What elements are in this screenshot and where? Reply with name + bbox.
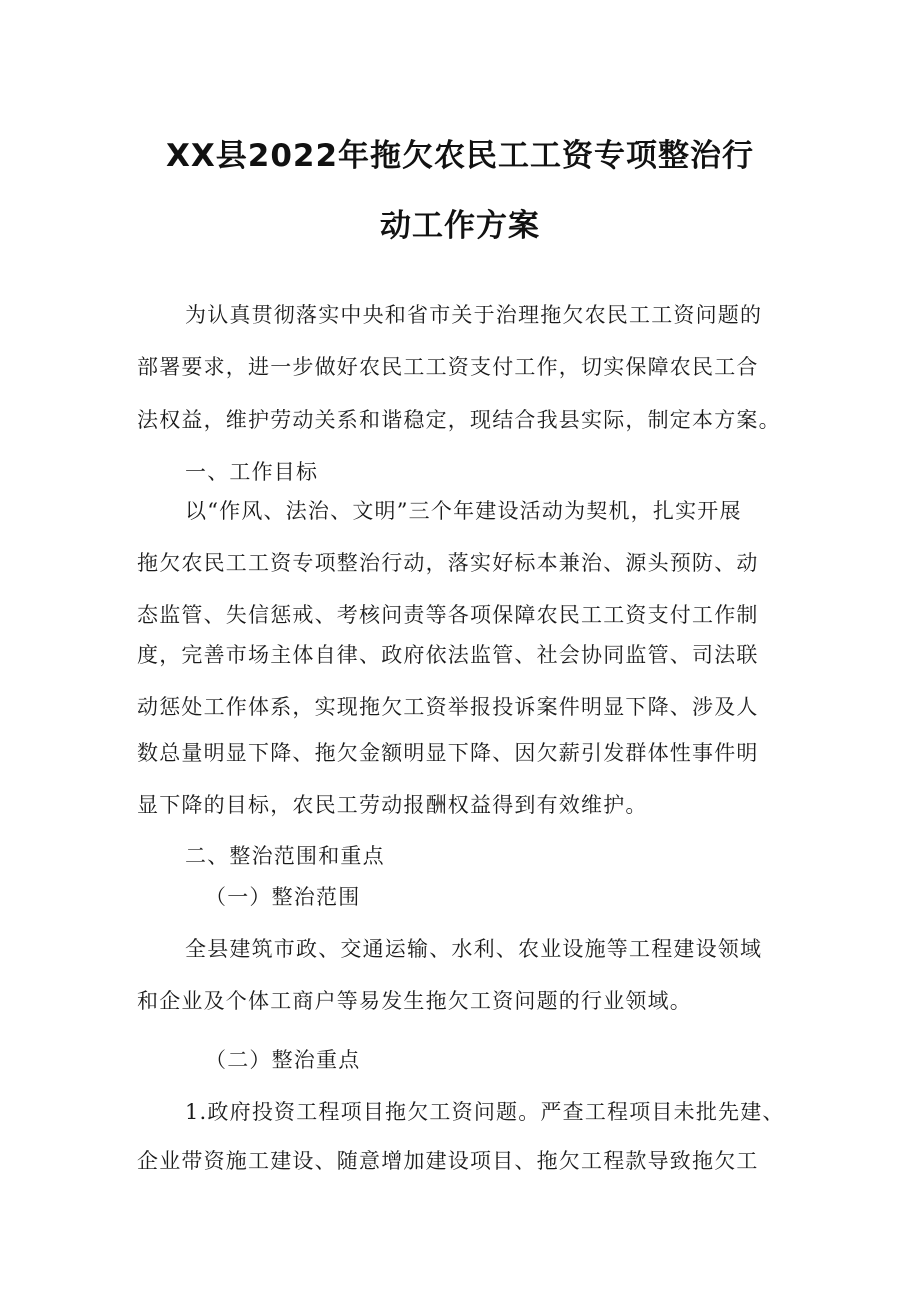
paragraph-goals-line: 数总量明显下降、拖欠金额明显下降、因欠薪引发群体性事件明: [137, 741, 759, 765]
paragraph-goals-line: 以“作风、法治、文明”三个年建设活动为契机，扎实开展: [185, 499, 742, 523]
subsection-heading-scope: （一）整治范围: [205, 885, 361, 909]
paragraph-intro-line: 为认真贯彻落实中央和省市关于治理拖欠农民工工资问题的: [185, 303, 763, 327]
paragraph-goals-line: 拖欠农民工工资专项整治行动，落实好标本兼治、源头预防、动: [137, 551, 759, 575]
subsection-heading-focus: （二）整治重点: [205, 1048, 361, 1072]
paragraph-focus-line: 企业带资施工建设、随意增加建设项目、拖欠工程款导致拖欠工: [137, 1149, 759, 1173]
section-heading-scope: 二、整治范围和重点: [185, 844, 385, 868]
paragraph-scope-line: 全县建筑市政、交通运输、水利、农业设施等工程建设领域: [185, 937, 763, 961]
paragraph-goals-line: 态监管、失信惩戒、考核问责等各项保障农民工工资支付工作制: [137, 603, 759, 627]
document-title-line-1: XX县2022年拖欠农民工工资专项整治行: [165, 138, 755, 174]
document-title-line-2: 动工作方案: [380, 208, 540, 244]
paragraph-intro-line: 部署要求，进一步做好农民工工资支付工作，切实保障农民工合: [137, 355, 759, 379]
paragraph-focus-line: 1.政府投资工程项目拖欠工资问题。严查工程项目未批先建、: [185, 1100, 785, 1124]
paragraph-goals-line: 动惩处工作体系，实现拖欠工资举报投诉案件明显下降、涉及人: [137, 695, 759, 719]
section-heading-goals: 一、工作目标: [185, 460, 319, 484]
paragraph-goals-line: 度，完善市场主体自律、政府依法监管、社会协同监管、司法联: [137, 643, 759, 667]
paragraph-scope-line: 和企业及个体工商户等易发生拖欠工资问题的行业领域。: [137, 989, 692, 1013]
paragraph-intro-line: 法权益，维护劳动关系和谐稳定，现结合我县实际，制定本方案。: [137, 408, 781, 432]
paragraph-goals-line: 显下降的目标，农民工劳动报酬权益得到有效维护。: [137, 793, 648, 817]
